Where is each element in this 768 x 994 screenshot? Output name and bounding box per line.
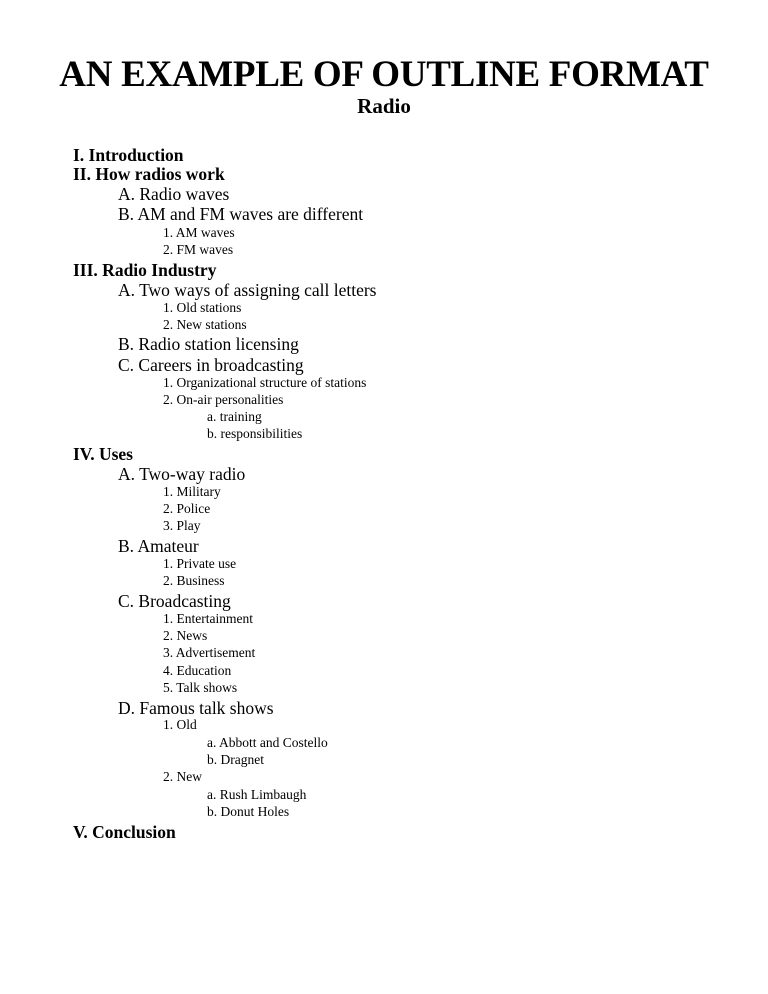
outline-item-level-2: B. AM and FM waves are different [118, 204, 364, 224]
outline-item-level-3: 1. Old [163, 717, 197, 732]
outline-item-level-4: b. Donut Holes [207, 804, 290, 819]
document-title: AN EXAMPLE OF OUTLINE FORMAT [59, 54, 709, 95]
outline-item-level-4: b. Dragnet [207, 752, 264, 767]
outline-item-level-1: IV. Uses [73, 444, 133, 464]
outline-item-level-3: 2. Business [163, 573, 225, 588]
outline-item-level-3: 2. FM waves [163, 242, 234, 257]
outline-item-level-3: 1. Entertainment [163, 611, 253, 626]
outline-item-level-3: 1. AM waves [163, 225, 235, 240]
outline-item-level-2: C. Broadcasting [118, 591, 231, 611]
outline-item-level-2: B. Amateur [118, 536, 199, 556]
outline-item-level-3: 2. New stations [163, 317, 247, 332]
outline-item-level-3: 2. On-air personalities [163, 392, 284, 407]
outline-item-level-1: II. How radios work [73, 164, 225, 184]
outline-item-level-2: A. Radio waves [118, 184, 230, 204]
outline-item-level-4: a. Abbott and Costello [207, 735, 328, 750]
outline-item-level-2: A. Two ways of assigning call letters [118, 280, 377, 300]
outline-item-level-3: 3. Advertisement [163, 645, 256, 660]
outline-item-level-4: b. responsibilities [207, 426, 303, 441]
outline-item-level-2: B. Radio station licensing [118, 334, 299, 354]
outline-item-level-4: a. Rush Limbaugh [207, 787, 307, 802]
outline-item-level-3: 3. Play [163, 518, 201, 533]
outline-item-level-3: 1. Organizational structure of stations [163, 375, 367, 390]
outline-item-level-2: C. Careers in broadcasting [118, 355, 304, 375]
outline-item-level-3: 2. New [163, 769, 202, 784]
outline-item-level-3: 1. Private use [163, 556, 237, 571]
outline-item-level-2: A. Two-way radio [118, 464, 246, 484]
outline-item-level-2: D. Famous talk shows [118, 698, 274, 718]
outline-item-level-1: I. Introduction [73, 145, 184, 165]
outline-item-level-1: III. Radio Industry [73, 260, 217, 280]
outline-item-level-4: a. training [207, 409, 262, 424]
outline-item-level-3: 2. Police [163, 501, 211, 516]
outline-item-level-3: 2. News [163, 628, 208, 643]
document-subtitle: Radio [357, 94, 411, 118]
outline-item-level-3: 5. Talk shows [163, 680, 238, 695]
outline-item-level-1: V. Conclusion [73, 822, 176, 842]
outline-item-level-3: 1. Military [163, 484, 221, 499]
outline-item-level-3: 4. Education [163, 663, 232, 678]
outline-item-level-3: 1. Old stations [163, 300, 242, 315]
